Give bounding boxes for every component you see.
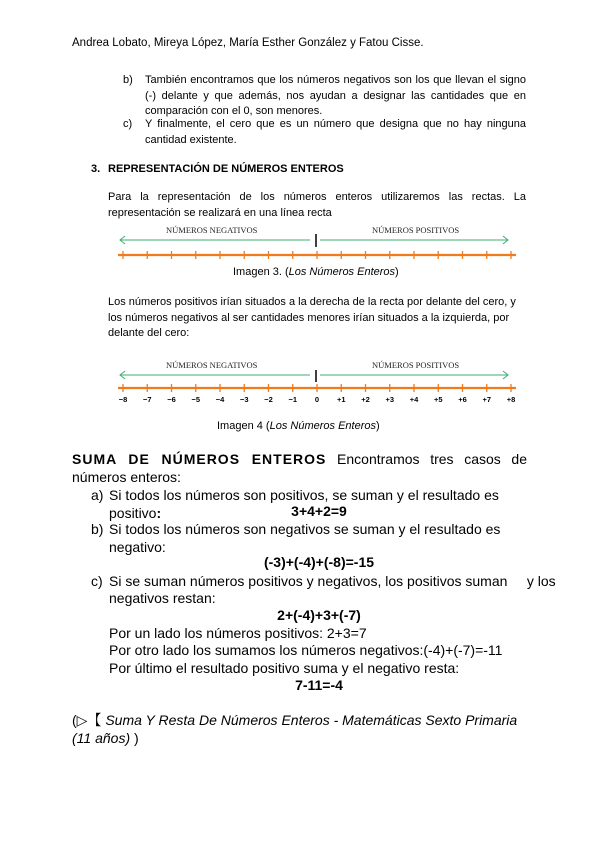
tick-label: −5: [191, 395, 201, 404]
section-number: 3.: [91, 163, 101, 175]
tick-label: −4: [215, 395, 225, 404]
case-b-formula: (-3)+(-4)+(-8)=-15: [263, 554, 375, 570]
case-a-formula: 3+4+2=9: [291, 503, 347, 519]
page-header: Andrea Lobato, Mireya López, María Esther González y Fatou Cisse.: [72, 37, 424, 49]
case-c-line-3: Por último el resultado positivo suma y el negativo resta:: [109, 660, 460, 676]
tick-label: 0: [314, 395, 320, 404]
negative-label-2: NÚMEROS NEGATIVOS: [166, 360, 258, 370]
list-marker-c: c): [123, 118, 133, 130]
case-a-text: Si todos los números son positivos, se suman y el resultado es positivo:: [109, 487, 499, 521]
tick-label: +3: [385, 395, 395, 404]
positive-label: NÚMEROS POSITIVOS: [372, 225, 460, 235]
tick-label: +8: [506, 395, 516, 404]
case-c-text-1: Si se suman números positivos y negativos, los positivos suman y los: [109, 573, 556, 589]
section-title: REPRESENTACIÓN DE NÚMEROS ENTEROS: [108, 163, 344, 175]
list-marker-b: b): [123, 74, 133, 86]
list-item-b: También encontramos que los números negativos son los que llevan el signo (-) delante y que además, nos ayudan a designar las cantidades que en comparación con el 0, son menores.: [145, 74, 526, 117]
section-paragraph-1: Para la representación de los números enteros utilizaremos las rectas. La representación se realizará en una línea recta: [108, 191, 526, 219]
case-c-formula: 2+(-4)+3+(-7): [277, 607, 361, 623]
case-c-marker: c): [91, 573, 103, 589]
tick-label: +5: [433, 395, 443, 404]
number-line-image-4: [110, 358, 525, 408]
positive-label-2: NÚMEROS POSITIVOS: [372, 360, 460, 370]
suma-paragraph: [72, 450, 527, 486]
case-a-marker: a): [91, 487, 104, 503]
suma-intro: Encontramos tres casos de números enteros:: [72, 451, 527, 485]
case-b-marker: b): [91, 521, 104, 537]
tick-label: +1: [336, 395, 346, 404]
tick-label: −2: [264, 395, 273, 404]
tick-label: −8: [118, 395, 128, 404]
caption-image-4: Imagen 4 (Los Números Enteros): [217, 420, 380, 432]
caption-image-3: Imagen 3. (Los Números Enteros): [233, 266, 399, 278]
case-c-result: 7-11=-4: [295, 677, 343, 693]
tick-label: −6: [167, 395, 176, 404]
list-item-c: Y finalmente, el cero que es un número que designa que no hay ninguna cantidad existente.: [145, 118, 526, 146]
negative-label: NÚMEROS NEGATIVOS: [166, 225, 258, 235]
tick-label: +6: [458, 395, 467, 404]
case-b-text-2: negativo:: [109, 539, 166, 555]
section-paragraph-2: Los números positivos irían situados a la derecha de la recta por delante del cero, y los números negativos al ser cantidades menores irían situados a la izquierda, por delante del cero:: [108, 296, 516, 339]
tick-label: −7: [142, 395, 152, 404]
source-citation: (▷【 Suma Y Resta De Números Enteros - Matemáticas Sexto Primaria (11 años) ): [72, 712, 518, 746]
suma-heading: SUMA DE NÚMEROS ENTEROS: [72, 451, 327, 467]
tick-label: +2: [361, 395, 370, 404]
case-c-line-2: Por otro lado los sumamos los números negativos:(-4)+(-7)=-11: [109, 642, 503, 658]
case-b-text-1: Si todos los números son negativos se suman y el resultado es: [109, 521, 501, 537]
case-c-text-2: negativos restan:: [109, 590, 216, 606]
tick-label: −3: [239, 395, 249, 404]
tick-label: +4: [409, 395, 419, 404]
case-c-line-1: Por un lado los números positivos: 2+3=7: [109, 625, 367, 641]
tick-label: +7: [482, 395, 492, 404]
number-line-image-3: [110, 223, 520, 263]
tick-label: −1: [288, 395, 298, 404]
